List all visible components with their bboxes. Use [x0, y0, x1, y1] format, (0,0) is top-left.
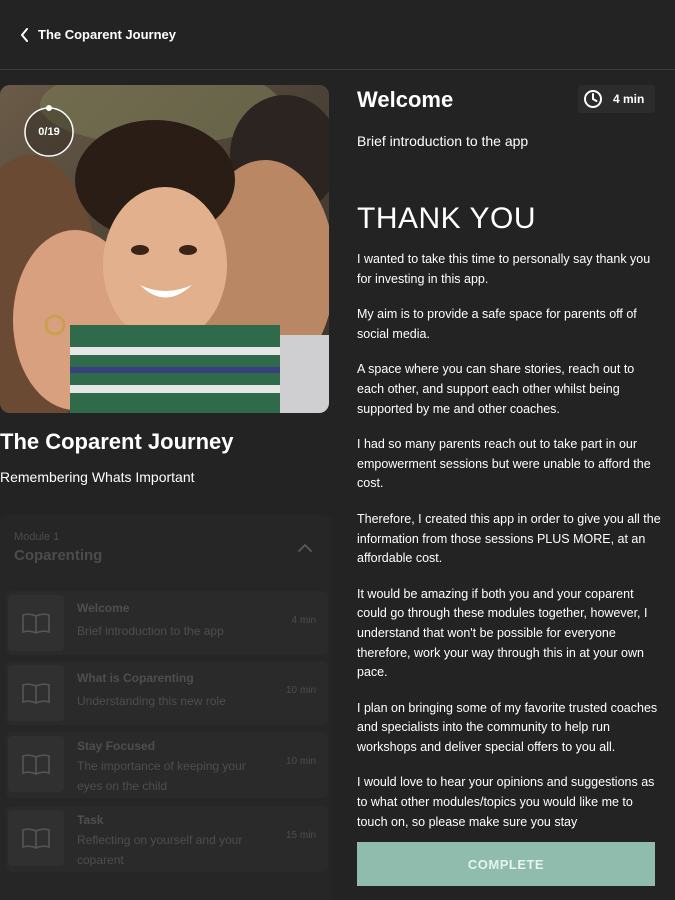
lesson-description: Reflecting on yourself and your coparent — [77, 833, 243, 867]
lesson-description: The importance of keeping your eyes on the child — [77, 759, 246, 793]
lesson-thumbnail — [8, 595, 64, 651]
content-paragraph: A space where you can share stories, reach out to each other, and support each other whilst being supported by me and other coaches. — [357, 362, 635, 416]
lesson-item-welcome[interactable] — [6, 591, 328, 655]
course-title: The Coparent Journey — [0, 429, 234, 454]
lesson-thumbnail — [8, 665, 64, 721]
lesson-intro: Brief introduction to the app — [357, 133, 529, 149]
course-subtitle: Remembering Whats Important — [0, 469, 195, 485]
book-icon — [21, 753, 51, 775]
course-progress-indicator — [22, 105, 76, 159]
content-paragraph: I had so many parents reach out to take part in our empowerment sessions but were unable to afford the cost. — [357, 437, 651, 491]
content-heading: THANK YOU — [357, 202, 536, 235]
lesson-title: Welcome — [357, 87, 454, 112]
book-icon — [21, 827, 51, 849]
collapse-module-button[interactable] — [296, 541, 314, 555]
content-paragraph: It would be amazing if both you and your coparent could go through these modules together, however, I understand that won't be possible for everyone therefore, work your way through this in at your own pace. — [357, 586, 648, 680]
book-icon — [21, 612, 51, 634]
module-number: Module 1 — [14, 531, 60, 543]
lesson-duration: 15 min — [285, 830, 316, 841]
clock-icon — [583, 89, 603, 109]
content-paragraph: Therefore, I created this app in order to give you all the information from those sessions PLUS MORE, at an affordable cost. — [357, 511, 661, 566]
complete-button[interactable]: COMPLETE — [357, 842, 655, 886]
lesson-item-stay-focused[interactable] — [6, 732, 328, 798]
chevron-left-icon — [19, 28, 31, 42]
lesson-thumbnail — [8, 736, 64, 792]
back-button[interactable] — [14, 24, 36, 46]
lesson-title: Welcome — [77, 601, 130, 615]
content-paragraph: I would love to hear your opinions and suggestions as to what other modules/topics you would like me to touch on, so please make sure you stay — [357, 775, 655, 829]
content-paragraph: I plan on bringing some of my favorite trusted coaches and specialists into the community to help run workshops and deliver special offers to you all. — [357, 700, 658, 754]
module-name: Coparenting — [14, 547, 103, 564]
lesson-description: Brief introduction to the app — [77, 624, 224, 638]
lesson-title: Stay Focused — [77, 739, 156, 753]
lesson-content[interactable] — [357, 200, 662, 830]
lesson-duration-badge — [578, 85, 655, 113]
lesson-description: Understanding this new role — [77, 694, 226, 708]
top-bar — [0, 0, 675, 70]
content-paragraph: My aim is to provide a safe space for parents off of social media. — [357, 307, 637, 341]
duration-text: 4 min — [613, 92, 645, 106]
content-paragraph: I wanted to take this time to personally say thank you for investing in this app. — [357, 252, 651, 286]
lesson-item-what-is-coparenting[interactable] — [6, 661, 328, 725]
book-icon — [21, 682, 51, 704]
header-title: The Coparent Journey — [38, 27, 176, 42]
lesson-duration: 10 min — [285, 685, 316, 696]
progress-count: 0/19 — [38, 126, 60, 138]
chevron-up-icon — [296, 541, 314, 555]
lesson-duration: 4 min — [291, 615, 316, 626]
lesson-item-task[interactable] — [6, 806, 328, 872]
lesson-thumbnail — [8, 810, 64, 866]
lesson-title: What is Coparenting — [77, 671, 194, 685]
lesson-title: Task — [77, 813, 104, 827]
lesson-duration: 10 min — [285, 756, 316, 767]
